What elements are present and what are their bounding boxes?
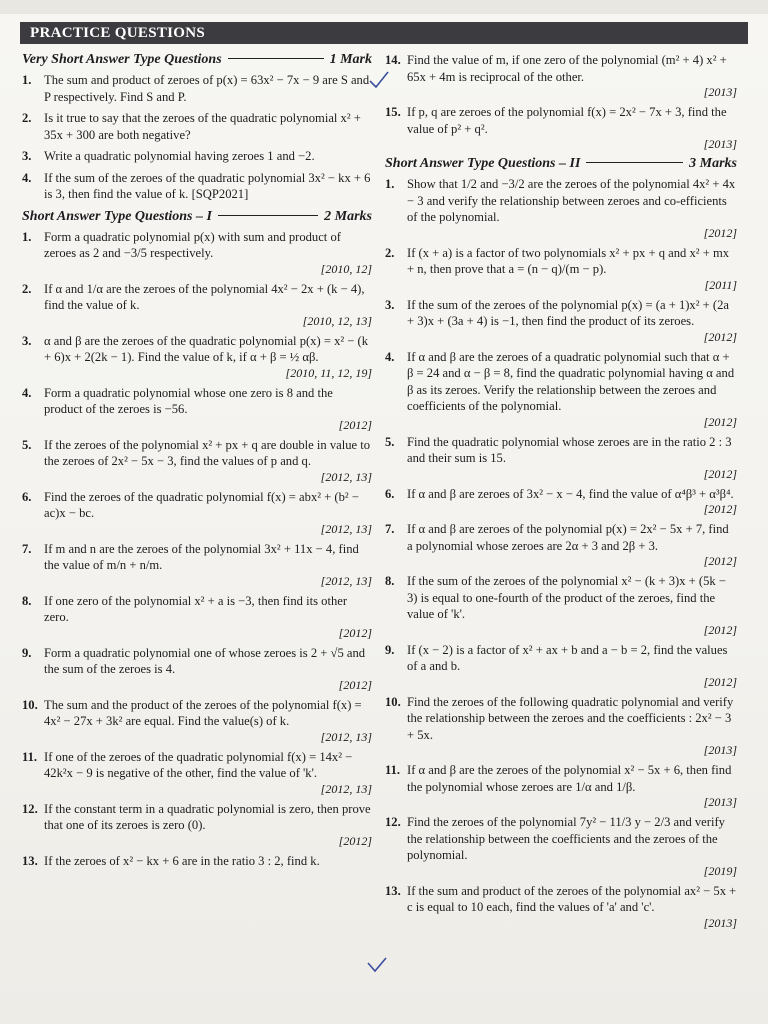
handwritten-tick-mark <box>368 70 390 90</box>
question-year: [2012] <box>703 329 737 344</box>
question-body <box>44 749 372 796</box>
question-body <box>44 229 372 276</box>
question-text: α and β are the zeroes of the quadratic polynomial p(x) = x² − (k + 6)x + 2(2k − 1). Find the value of k, if α + β = ½ αβ. <box>44 333 369 364</box>
question-text: If one zero of the polynomial x² + a is −3, then find its other zero. <box>44 593 348 624</box>
question-item <box>385 104 737 151</box>
question-body <box>407 434 737 481</box>
question-list-very-short <box>22 72 372 203</box>
question-body <box>407 176 737 240</box>
section-marks: 1 Mark <box>329 52 372 67</box>
question-body <box>44 489 372 536</box>
question-body <box>407 297 737 344</box>
question-number: 4. <box>22 385 32 400</box>
question-item <box>385 573 737 637</box>
question-item <box>22 281 372 328</box>
page-top-strip <box>0 0 768 14</box>
question-body <box>44 281 372 328</box>
question-year: [2013] <box>703 85 737 99</box>
question-number: 1. <box>22 229 32 244</box>
question-item <box>22 148 372 165</box>
question-item <box>22 697 372 744</box>
question-number: 2. <box>385 245 395 260</box>
section-title: Very Short Answer Type Questions <box>22 52 222 67</box>
question-item <box>22 489 372 536</box>
question-item <box>22 333 372 380</box>
question-item <box>385 52 737 99</box>
question-text: If α and β are zeroes of 3x² − x − 4, find the value of α⁴β³ + α³β⁴. <box>407 486 734 501</box>
question-text: If p, q are zeroes of the polynomial f(x) = 2x² − 7x + 3, find the value of p² + q². <box>407 105 727 136</box>
question-item <box>22 593 372 640</box>
question-year: [2012] <box>338 677 372 692</box>
section-marks: 3 Marks <box>689 156 737 171</box>
question-item <box>22 749 372 796</box>
question-item <box>385 814 737 878</box>
section-title: Short Answer Type Questions – I <box>22 208 212 224</box>
question-item <box>22 170 372 203</box>
question-year: [2013] <box>703 743 737 757</box>
question-number: 5. <box>385 434 395 449</box>
question-text: Form a quadratic polynomial one of whose zeroes is 2 + √5 and the sum of the zeroes is 4. <box>44 645 366 676</box>
question-item <box>22 645 372 692</box>
question-text: If the sum of the zeroes of the quadratic polynomial 3x² − kx + 6 is 3, then find the value of k. [SQP2021] <box>44 170 371 201</box>
question-year: [2011] <box>704 277 737 292</box>
question-text: Find the zeroes of the quadratic polynomial f(x) = abx² + (b² − ac)x − bc. <box>44 489 359 520</box>
question-text: Find the zeroes of the following quadratic polynomial and verify the relationship between the zeroes and the coefficients : 2x² − 3 + 5x. <box>407 694 734 742</box>
question-number: 9. <box>22 645 32 660</box>
question-item <box>22 72 372 105</box>
question-body <box>44 148 372 165</box>
practice-questions-banner: PRACTICE QUESTIONS <box>20 22 748 44</box>
question-text: Is it true to say that the zeroes of the quadratic polynomial x² + 35x + 300 are both negative? <box>44 111 361 142</box>
question-year: [2010, 11, 12, 19] <box>285 365 372 380</box>
question-year: [2012, 13] <box>320 521 372 536</box>
question-body <box>407 521 737 568</box>
question-number: 3. <box>22 149 32 163</box>
question-year: [2013] <box>703 795 737 809</box>
question-number: 13. <box>22 853 38 868</box>
question-list-short-2 <box>385 176 737 930</box>
question-text: If α and β are the zeroes of the polynomial x² − 5x + 6, then find the polynomial whose zeroes are 1/α and 1/β. <box>407 763 732 794</box>
question-item <box>385 297 737 344</box>
question-body <box>44 853 372 870</box>
question-item <box>385 349 737 429</box>
question-number: 10. <box>385 694 401 709</box>
heading-rule <box>228 58 324 59</box>
question-number: 2. <box>22 281 32 296</box>
question-text: If α and β are zeroes of the polynomial p(x) = 2x² − 5x + 7, find a polynomial whose zeroes are 2α + 3 and 2β + 3. <box>407 522 729 553</box>
question-number: 4. <box>22 170 32 185</box>
question-text: Find the zeroes of the polynomial 7y² − 11/3 y − 2/3 and verify the relationship between the coefficients and the zeroes of the polynomial. <box>407 815 725 862</box>
question-year: [2012] <box>338 417 372 432</box>
question-year: [2012] <box>703 674 737 689</box>
question-item <box>385 486 737 517</box>
question-number: 11. <box>385 763 401 777</box>
question-number: 15. <box>385 105 401 119</box>
question-number: 3. <box>22 333 32 348</box>
question-item <box>22 541 372 588</box>
question-year: [2013] <box>703 137 737 151</box>
question-item <box>385 883 737 930</box>
question-year: [2012] <box>703 622 737 637</box>
heading-rule <box>218 215 318 216</box>
question-body <box>407 694 737 758</box>
section-title: Short Answer Type Questions – II <box>385 156 581 171</box>
question-text: If (x + a) is a factor of two polynomials x² + px + q and x² + mx + n, then prove that a = (n − q)/(m − p). <box>407 245 730 276</box>
question-year: [2019] <box>703 863 737 878</box>
question-body <box>407 573 737 637</box>
question-body <box>44 110 372 143</box>
section-heading-short-2 <box>385 156 737 172</box>
right-column <box>385 52 737 935</box>
question-year: [2012, 13] <box>320 781 372 796</box>
question-text: Find the value of m, if one zero of the polynomial (m² + 4) x² + 65x + 4m is reciprocal of the other. <box>407 53 727 84</box>
question-item <box>385 245 737 292</box>
question-item <box>385 642 737 689</box>
question-text: If m and n are the zeroes of the polynomial 3x² + 11x − 4, find the value of m/n + n/m. <box>44 541 359 572</box>
question-body <box>407 349 737 429</box>
question-item <box>22 801 372 848</box>
question-year: [2012] <box>703 554 737 568</box>
question-year: [2010, 12, 13] <box>302 313 372 328</box>
question-number: 1. <box>22 73 32 87</box>
question-year: [2012] <box>703 466 737 481</box>
question-body <box>407 245 737 292</box>
question-year: [2012, 13] <box>320 469 372 484</box>
question-text: If the sum of the zeroes of the polynomial p(x) = (a + 1)x² + (2a + 3)x + (3a + 4) is −1, then find the product of its zeroes. <box>407 297 729 328</box>
question-item <box>22 437 372 484</box>
question-number: 12. <box>385 815 401 829</box>
question-number: 2. <box>22 111 32 125</box>
question-text: If one of the zeroes of the quadratic polynomial f(x) = 14x² − 42k²x − 9 is negative of the other, find the value of 'k'. <box>44 749 353 780</box>
question-year: [2012, 13] <box>320 573 372 588</box>
section-heading-very-short <box>22 52 372 68</box>
question-number: 7. <box>22 541 32 556</box>
question-text: The sum and product of zeroes of p(x) = 63x² − 7x − 9 are S and P respectively. Find S and P. <box>44 73 370 104</box>
question-text: If the constant term in a quadratic polynomial is zero, then prove that one of its zeroes is zero (0). <box>44 801 371 832</box>
question-body <box>407 814 737 878</box>
question-number: 12. <box>22 801 38 816</box>
question-body <box>407 486 737 517</box>
question-item <box>385 434 737 481</box>
question-year: [2012] <box>703 414 737 429</box>
question-year: [2013] <box>703 915 737 930</box>
question-year: [2012] <box>338 833 372 848</box>
question-number: 14. <box>385 53 401 67</box>
question-body <box>44 801 372 848</box>
question-text: If α and β are the zeroes of a quadratic polynomial such that α + β = 24 and α − β = 8, find the quadratic polynomial having α and β as its zeroes. Verify the relationship between the zeroes and coefficients of the polynomial. <box>407 349 735 413</box>
question-body <box>44 697 372 744</box>
question-item <box>22 229 372 276</box>
section-marks: 2 Marks <box>324 208 372 224</box>
question-year: [2012] <box>703 502 737 516</box>
section-heading-short-1 <box>22 209 372 225</box>
question-year: [2012] <box>338 625 372 640</box>
question-body <box>44 333 372 380</box>
question-body <box>44 385 372 432</box>
question-year: [2012] <box>703 225 737 240</box>
question-number: 4. <box>385 349 395 364</box>
left-column <box>22 52 372 874</box>
question-text: The sum and the product of the zeroes of the polynomial f(x) = 4x² − 27x + 3k² are equal. Find the value(s) of k. <box>44 697 362 728</box>
question-number: 11. <box>22 749 38 764</box>
question-item <box>22 110 372 143</box>
question-body <box>44 541 372 588</box>
question-number: 13. <box>385 883 401 898</box>
question-text: Find the quadratic polynomial whose zeroes are in the ratio 2 : 3 and their sum is 15. <box>407 434 732 465</box>
question-text: If the sum of the zeroes of the polynomial x² − (k + 3)x + (5k − 3) is equal to one-fourth of the product of the zeroes, find the value of 'k'. <box>407 574 726 621</box>
question-number: 5. <box>22 437 32 452</box>
question-body <box>44 437 372 484</box>
question-body <box>407 883 737 930</box>
question-body <box>407 104 737 151</box>
question-item <box>385 521 737 568</box>
question-number: 1. <box>385 177 395 191</box>
question-text: If the zeroes of the polynomial x² + px + q are double in value to the zeroes of 2x² − 5x − 3, find the values of p and q. <box>44 437 371 468</box>
question-list-very-short-continued <box>385 52 737 151</box>
question-year: [2010, 12] <box>320 261 372 276</box>
question-body <box>44 645 372 692</box>
question-text: Form a quadratic polynomial whose one zero is 8 and the product of the zeroes is −56. <box>44 385 333 416</box>
question-text: If the sum and product of the zeroes of the polynomial ax² − 5x + c is equal to 10 each, find the values of 'a' and 'c'. <box>407 883 737 914</box>
question-item <box>385 762 737 809</box>
question-body <box>407 762 737 809</box>
question-text: If α and 1/α are the zeroes of the polynomial 4x² − 2x + (k − 4), find the value of k. <box>44 281 365 312</box>
question-number: 10. <box>22 697 38 712</box>
question-number: 8. <box>22 593 32 608</box>
question-item <box>22 385 372 432</box>
question-number: 7. <box>385 522 395 536</box>
question-text: If the zeroes of x² − kx + 6 are in the ratio 3 : 2, find k. <box>44 853 320 868</box>
question-body <box>44 170 372 203</box>
question-item <box>385 176 737 240</box>
question-body <box>44 72 372 105</box>
question-list-short-1 <box>22 229 372 870</box>
question-number: 8. <box>385 574 395 588</box>
question-number: 6. <box>385 486 395 501</box>
question-year: [2012, 13] <box>320 729 372 744</box>
question-text: If (x − 2) is a factor of x² + ax + b and a − b = 2, find the values of a and b. <box>407 642 728 673</box>
question-number: 3. <box>385 297 395 312</box>
question-body <box>44 593 372 640</box>
question-text: Form a quadratic polynomial p(x) with sum and product of zeroes as 2 and −3/5 respectively. <box>44 229 341 260</box>
question-text: Write a quadratic polynomial having zeroes 1 and −2. <box>44 149 315 163</box>
question-number: 9. <box>385 642 395 657</box>
question-item <box>22 853 372 870</box>
heading-rule <box>586 162 683 163</box>
question-text: Show that 1/2 and −3/2 are the zeroes of the polynomial 4x² + 4x − 3 and verify the relationship between zeroes and co-efficients of the polynomial. <box>407 177 736 224</box>
handwritten-tick-mark <box>366 955 388 975</box>
question-body <box>407 52 737 99</box>
question-body <box>407 642 737 689</box>
question-item <box>385 694 737 758</box>
question-number: 6. <box>22 489 32 504</box>
